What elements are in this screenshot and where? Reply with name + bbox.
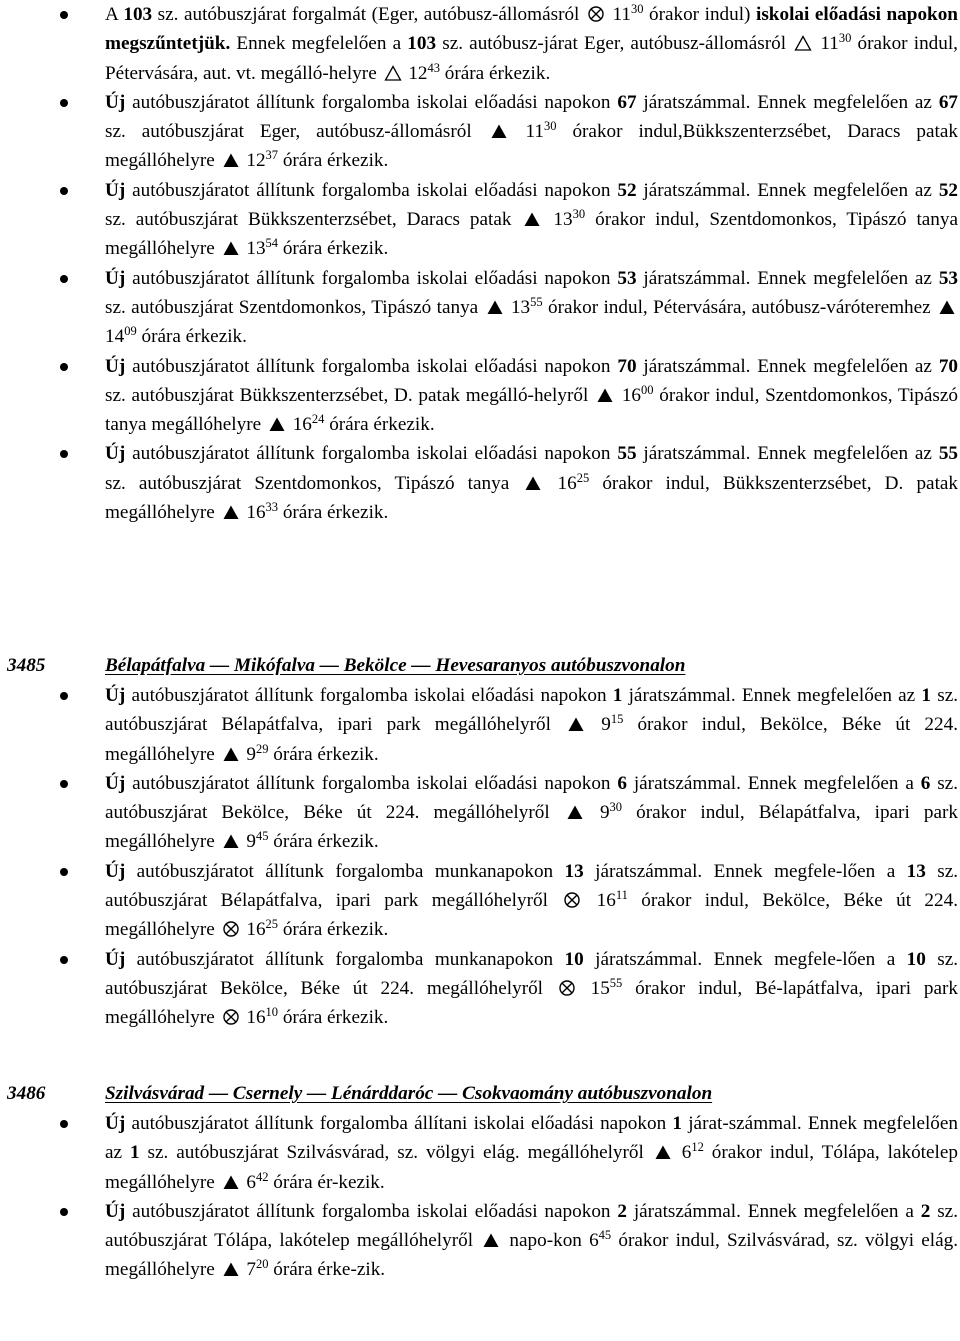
- circle-x-icon: [587, 6, 605, 22]
- text-run: órakor indul, Pétervására, autóbusz-váróteremhez: [542, 296, 937, 318]
- text-run: autóbuszjáratot állítunk forgalomba állítani iskolai előadási napokon: [125, 1113, 673, 1134]
- text-run: órakor indul, Bükkszenterzsébet, D. patak megállóhelyre: [105, 472, 959, 524]
- bullet-dot-icon: [60, 868, 68, 876]
- text-run: 7: [241, 1259, 256, 1281]
- bold-text: 2: [920, 1200, 931, 1222]
- bullet-list: [0, 0, 960, 527]
- text-run: autóbuszjáratot állítunk forgalomba iskolai előadási napokon: [125, 91, 618, 113]
- text-run: órakor indul, Bélapátfalva, ipari park megállóhelyre: [105, 802, 959, 853]
- list-item: [0, 1109, 960, 1197]
- section-3485: [0, 651, 960, 1033]
- section-header: [0, 1079, 960, 1109]
- text-run: 6: [241, 1171, 256, 1193]
- section-title: Bélapátfalva — Mikófalva — Bekölce — Hevesaranyos autóbuszvonalon: [105, 655, 686, 676]
- time-minutes-superscript: 29: [255, 741, 269, 756]
- time-minutes-superscript: 00: [641, 382, 654, 397]
- filled-triangle-icon: [222, 833, 240, 849]
- text-run: sz. autóbuszjárat forgalmát (Eger, autóbusz-állomásról: [152, 4, 585, 25]
- filled-triangle-icon: [222, 504, 240, 520]
- text-run: autóbuszjáratot állítunk forgalomba iskolai előadási napokon: [125, 267, 618, 289]
- bold-text: 103: [407, 33, 437, 55]
- text-run: járatszámmal. Ennek megfelelően a: [626, 1200, 921, 1222]
- bullet-dot-icon: [60, 450, 68, 458]
- time-minutes-superscript: 25: [576, 470, 590, 485]
- bold-text: 52: [938, 179, 958, 201]
- text-run: órakor indul, Bekölce, Béke út 224. megállóhelyre: [105, 714, 959, 765]
- text-run: járatszámmal. Ennek megfelelően az: [636, 267, 939, 289]
- bold-text: Új: [105, 1200, 126, 1222]
- bold-text: 13: [564, 860, 584, 882]
- text-run: 16: [544, 472, 577, 494]
- bold-text: iskolai előadási napokon megszűntetjük.: [105, 4, 958, 55]
- time-minutes-superscript: 55: [609, 976, 623, 991]
- bold-text: 1: [921, 685, 932, 706]
- filled-triangle-icon: [523, 211, 541, 227]
- text-run: 11: [814, 33, 839, 55]
- time-minutes-superscript: 24: [311, 412, 325, 427]
- bold-text: 55: [617, 443, 637, 465]
- list-item: [0, 176, 960, 264]
- text-run: autóbuszjáratot állítunk forgalomba iskolai előadási napokon: [125, 443, 618, 465]
- circle-x-icon: [558, 980, 576, 996]
- text-run: órára érkezik.: [136, 326, 247, 348]
- bold-text: 10: [564, 948, 584, 970]
- text-run: órakor indul, Bé-lapátfalva, ipari park megállóhelyre: [105, 977, 958, 1029]
- block-routes-1: [0, 0, 960, 527]
- text-run: órakor indul, Szentdomonkos, Tipászó tanya megállóhelyre: [105, 209, 959, 260]
- bullet-dot-icon: [60, 187, 68, 195]
- bold-text: 70: [617, 355, 637, 377]
- section-3486: [0, 1079, 960, 1285]
- time-minutes-superscript: 45: [598, 1228, 612, 1243]
- circle-x-icon: [222, 1009, 240, 1025]
- bold-text: 67: [617, 91, 637, 113]
- time-minutes-superscript: 30: [572, 207, 586, 222]
- bullet-dot-icon: [60, 11, 68, 19]
- time-minutes-superscript: 43: [427, 60, 440, 75]
- bullet-dot-icon: [60, 275, 68, 283]
- text-run: A: [105, 4, 124, 25]
- bullet-dot-icon: [60, 1120, 68, 1128]
- time-minutes-superscript: 54: [265, 236, 279, 251]
- filled-triangle-icon: [482, 1232, 500, 1248]
- bullet-list: [0, 681, 960, 1033]
- section-header: [0, 651, 960, 681]
- time-minutes-superscript: 11: [615, 888, 628, 903]
- text-run: órára érkezik.: [440, 62, 551, 84]
- time-minutes-superscript: 37: [265, 148, 279, 163]
- text-run: órakor indul, Tólápa, lakótelep megállóhelyre: [105, 1142, 958, 1193]
- filled-triangle-icon: [567, 716, 585, 732]
- list-item: [0, 857, 960, 945]
- filled-triangle-icon: [222, 746, 240, 762]
- list-item: [0, 0, 960, 88]
- circle-x-icon: [222, 921, 240, 937]
- text-run: sz. autóbuszjárat Tólápa, lakótelep megállóhelyről: [105, 1200, 958, 1252]
- text-run: órára érkezik.: [268, 743, 379, 765]
- filled-triangle-icon: [596, 387, 614, 403]
- text-run: sz. autóbuszjárat Bekölce, Béke út 224. megállóhelyről: [105, 772, 958, 824]
- text-run: autóbuszjáratot állítunk forgalomba iskolai előadási napokon: [125, 1200, 618, 1222]
- filled-triangle-icon: [490, 123, 508, 139]
- filled-triangle-icon: [566, 804, 584, 820]
- open-triangle-icon: [384, 65, 402, 81]
- circle-x-icon: [563, 892, 581, 908]
- bold-text: 13: [906, 860, 926, 882]
- filled-triangle-icon: [222, 1174, 240, 1190]
- bold-text: 1: [672, 1113, 682, 1134]
- text-run: autóbuszjáratot állítunk forgalomba munkanapokon: [125, 860, 565, 882]
- text-run: 9: [241, 743, 256, 765]
- text-run: járatszámmal. Ennek megfele-lően a: [583, 860, 907, 882]
- list-item: [0, 439, 960, 527]
- text-run: órakor indul): [643, 4, 756, 25]
- time-minutes-superscript: 30: [838, 31, 852, 46]
- filled-triangle-icon: [654, 1144, 672, 1160]
- text-run: sz. autóbuszjárat Bélapátfalva, ipari park megállóhelyről: [105, 860, 959, 912]
- time-minutes-superscript: 12: [691, 1140, 704, 1155]
- filled-triangle-icon: [524, 475, 542, 491]
- text-run: autóbuszjáratot állítunk forgalomba munkanapokon: [125, 948, 565, 970]
- text-run: 13: [543, 209, 573, 231]
- list-item: [0, 1197, 960, 1285]
- section-number: 3485: [7, 655, 46, 676]
- text-run: sz. autóbuszjárat Bükkszenterzsébet, Daracs patak: [105, 209, 522, 231]
- text-run: 9: [587, 714, 611, 736]
- list-item: [0, 352, 960, 440]
- open-triangle-icon: [794, 35, 812, 51]
- text-run: sz. autóbuszjárat Bekölce, Béke út 224. megállóhelyről: [105, 948, 959, 999]
- bullet-dot-icon: [60, 692, 68, 700]
- filled-triangle-icon: [268, 416, 286, 432]
- bold-text: 6: [920, 772, 931, 794]
- text-run: órára érke-zik.: [268, 1259, 386, 1281]
- text-run: autóbuszjáratot állítunk forgalomba iskolai előadási napokon: [125, 355, 618, 377]
- bold-text: Új: [105, 267, 126, 289]
- text-run: órára ér-kezik.: [268, 1171, 385, 1193]
- bullet-dot-icon: [60, 363, 68, 371]
- text-run: órára érkezik.: [268, 831, 379, 853]
- text-run: órakor indul, Bekölce, Béke út 224. megállóhelyre: [105, 890, 959, 941]
- text-run: 6: [673, 1142, 692, 1164]
- text-run: órakor indul, Szilvásvárad, sz. völgyi elág. megállóhelyre: [105, 1230, 958, 1281]
- text-run: 16: [241, 1007, 266, 1029]
- text-run: sz. autóbuszjárat Bélapátfalva, ipari park megállóhelyről: [105, 685, 959, 736]
- bold-text: 1: [612, 685, 623, 706]
- text-run: járatszámmal. Ennek megfelelően az: [636, 355, 939, 377]
- text-run: sz. autóbuszjárat Eger, autóbusz-állomásról: [105, 121, 488, 143]
- bullet-list: [0, 1109, 960, 1285]
- text-run: 16: [287, 414, 312, 436]
- bullet-dot-icon: [60, 780, 68, 788]
- bold-text: 53: [938, 267, 958, 289]
- text-run: 14: [105, 326, 125, 348]
- list-item: [0, 681, 960, 769]
- bold-text: 1: [129, 1142, 140, 1164]
- text-run: sz. autóbuszjárat Szentdomonkos, Tipászó tanya: [105, 472, 523, 494]
- time-minutes-superscript: 33: [265, 500, 279, 515]
- bold-text: Új: [105, 1113, 126, 1134]
- bold-text: 6: [617, 772, 627, 794]
- time-minutes-superscript: 15: [610, 712, 624, 727]
- text-run: sz. autóbusz-járat Eger, autóbusz-állomásról: [436, 33, 793, 55]
- time-minutes-superscript: 30: [544, 119, 557, 134]
- text-run: sz. autóbuszjárat Szentdomonkos, Tipászó tanya: [105, 296, 484, 318]
- text-run: órára érkezik.: [278, 150, 389, 172]
- text-run: járatszámmal. Ennek megfelelően az: [636, 91, 939, 113]
- text-run: 16: [241, 919, 266, 941]
- text-run: 12: [403, 62, 428, 84]
- filled-triangle-icon: [222, 1261, 240, 1277]
- section-number: 3486: [7, 1083, 46, 1104]
- list-item: [0, 769, 960, 857]
- text-run: sz. autóbuszjárat Bükkszenterzsébet, D. patak megálló-helyről: [105, 384, 595, 406]
- bold-text: 53: [617, 267, 637, 289]
- text-run: járatszámmal. Ennek megfelelően az: [636, 179, 939, 201]
- list-item: [0, 264, 960, 352]
- bold-text: Új: [105, 772, 126, 794]
- text-run: sz. autóbuszjárat Szilvásvárad, sz. völgyi elág. megállóhelyről: [139, 1142, 652, 1164]
- text-run: autóbuszjáratot állítunk forgalomba iskolai előadási napokon: [125, 179, 618, 201]
- text-run: órakor indul,Bükkszenterzsébet, Daracs patak megállóhelyre: [105, 121, 958, 172]
- time-minutes-superscript: 45: [255, 829, 269, 844]
- text-run: 11: [606, 4, 631, 25]
- bullet-dot-icon: [60, 1208, 68, 1216]
- text-run: 9: [585, 802, 610, 824]
- bold-text: Új: [105, 948, 126, 970]
- filled-triangle-icon: [222, 152, 240, 168]
- text-run: járatszámmal. Ennek megfelelően a: [626, 772, 921, 794]
- text-run: órára érkezik.: [278, 919, 389, 941]
- bold-text: Új: [105, 355, 126, 377]
- time-minutes-superscript: 30: [630, 2, 644, 17]
- bullet-dot-icon: [60, 956, 68, 964]
- time-minutes-superscript: 25: [265, 917, 279, 932]
- bold-text: 103: [123, 4, 153, 25]
- text-run: járatszámmal. Ennek megfelelően az: [622, 685, 922, 706]
- text-run: órakor indul, Pétervására, aut. vt. megálló-helyre: [105, 33, 958, 84]
- text-run: 9: [241, 831, 256, 853]
- text-run: órára érkezik.: [324, 414, 435, 436]
- bold-text: 67: [938, 91, 958, 113]
- text-run: 12: [241, 150, 266, 172]
- text-run: órára érkezik.: [278, 1007, 389, 1029]
- list-item: [0, 88, 960, 176]
- text-run: 13: [505, 296, 531, 318]
- bold-text: 10: [906, 948, 926, 970]
- bold-text: 52: [617, 179, 637, 201]
- bullet-dot-icon: [60, 99, 68, 107]
- bold-text: Új: [105, 860, 126, 882]
- text-run: órára érkezik.: [278, 502, 389, 524]
- text-run: napo-kon 6: [502, 1230, 599, 1252]
- text-run: órára érkezik.: [278, 238, 389, 260]
- filled-triangle-icon: [486, 299, 504, 315]
- bold-text: 70: [938, 355, 958, 377]
- bold-text: Új: [105, 179, 126, 201]
- text-run: 15: [577, 977, 610, 999]
- text-run: 16: [241, 502, 266, 524]
- time-minutes-superscript: 42: [255, 1169, 269, 1184]
- section-title: Szilvásvárad — Csernely — Lénárddaróc — Csokvaomány autóbuszvonalon: [105, 1083, 713, 1104]
- text-run: Ennek megfelelően a: [230, 33, 408, 55]
- time-minutes-superscript: 55: [530, 295, 543, 310]
- bold-text: Új: [105, 443, 126, 465]
- text-run: órakor indul, Szentdomonkos, Tipászó tanya megállóhelyre: [105, 384, 958, 436]
- filled-triangle-icon: [938, 299, 956, 315]
- time-minutes-superscript: 09: [124, 324, 137, 339]
- text-run: 16: [583, 890, 616, 912]
- bold-text: Új: [105, 91, 126, 113]
- time-minutes-superscript: 20: [255, 1257, 269, 1272]
- time-minutes-superscript: 10: [265, 1005, 279, 1020]
- text-run: 13: [241, 238, 266, 260]
- text-run: autóbuszjáratot állítunk forgalomba iskolai előadási napokon: [125, 685, 613, 706]
- text-run: járatszámmal. Ennek megfele-lően a: [583, 948, 907, 970]
- list-item: [0, 945, 960, 1033]
- text-run: járat-számmal. Ennek megfelelően az: [105, 1113, 958, 1164]
- text-run: autóbuszjáratot állítunk forgalomba iskolai előadási napokon: [125, 772, 618, 794]
- filled-triangle-icon: [222, 240, 240, 256]
- time-minutes-superscript: 30: [609, 800, 623, 815]
- text-run: járatszámmal. Ennek megfelelően az: [636, 443, 939, 465]
- bold-text: 2: [617, 1200, 627, 1222]
- bold-text: 55: [938, 443, 958, 465]
- bold-text: Új: [105, 685, 126, 706]
- text-run: 11: [509, 121, 545, 143]
- text-run: 16: [616, 384, 642, 406]
